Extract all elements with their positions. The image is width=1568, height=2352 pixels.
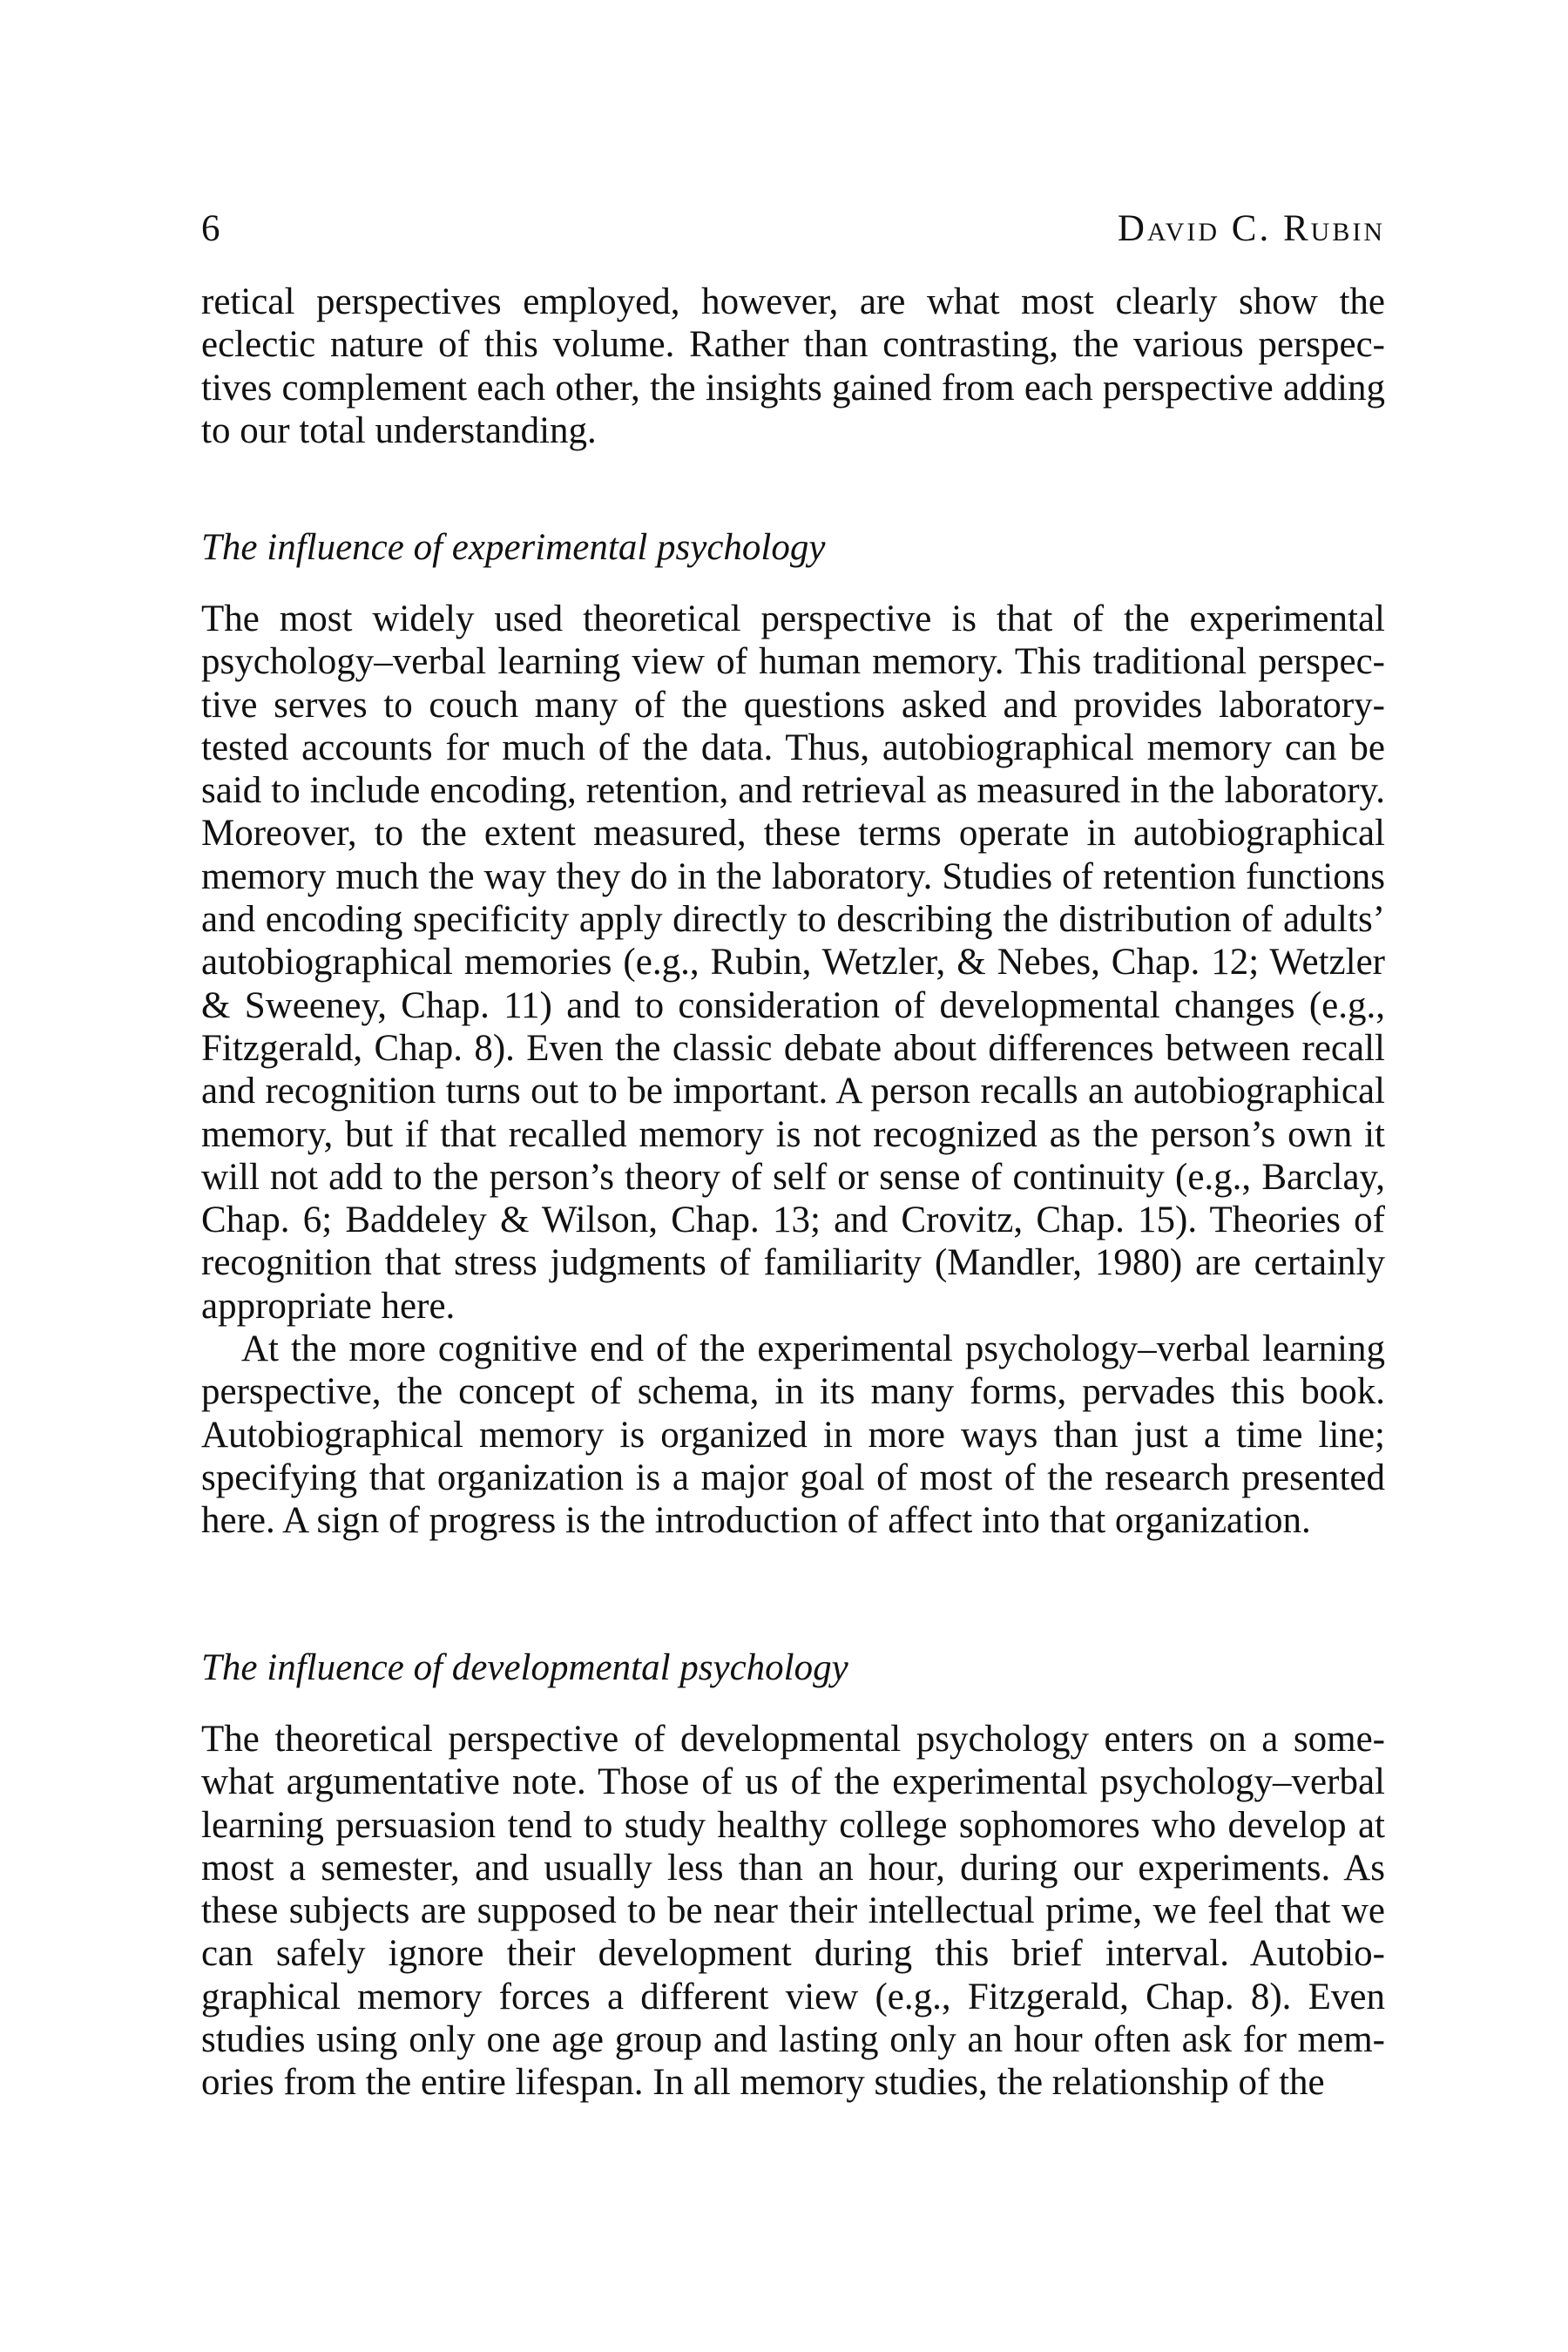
developmental-text-block xyxy=(201,1718,1385,2105)
section-heading-experimental: The influence of experimental psychology xyxy=(201,527,826,568)
experimental-paragraph-1: The most widely used theoretical perspective is that of the experimental psychology–verbal learning view of human memory. This traditional perspective serves to couch many of the questions asked and provides laboratory-tested accounts for much of the data. Thus, autobiographical memory can be said to include encoding, retention, and retrieval as measured in the laboratory. Moreover, to the extent measured, these terms operate in autobiographical memory much the way they do in the laboratory. Studies of retention functions and encoding specificity apply directly to describing the distribution of adults’ autobiographical memories (e.g., Rubin, Wetzler, & Nebes, Chap. 12; Wetzler & Sweeney, Chap. 11) and to consideration of developmental changes (e.g., Fitzgerald, Chap. 8). Even the classic debate about differences between recall and recognition turns out to be important. A person recalls an autobiographical memory, but if that recalled memory is not recognized as the person’s own it will not add to the person’s theory of self or sense of continuity (e.g., Barclay, Chap. 6; Baddeley & Wilson, Chap. 13; and Crovitz, Chap. 15). Theories of recognition that stress judgments of familiarity (Mandler, 1980) are certainly appropriate here. xyxy=(201,598,1385,1327)
intro-text-block xyxy=(201,280,1385,452)
page-number: 6 xyxy=(201,208,220,249)
section-heading-developmental: The influence of developmental psychology xyxy=(201,1647,848,1688)
intro-paragraph: retical perspectives employed, however, are what most clearly show the eclectic nature of this volume. Rather than contrasting, the various perspectives complement each other, the insights gained from each perspective adding to our total understanding. xyxy=(201,281,1385,451)
experimental-text-block xyxy=(201,598,1385,1543)
running-head xyxy=(201,207,1385,251)
experimental-paragraph-2: At the more cognitive end of the experimental psychology–verbal learning perspective, the concept of schema, in its many forms, pervades this book. Autobiographical memory is organized in more ways than just a time line; specifying that organization is a major goal of most of the research presented here. A sign of progress is the introduction of affect into that organization. xyxy=(201,1328,1385,1542)
running-head-author: David C. Rubin xyxy=(1117,208,1385,249)
developmental-paragraph-1: The theoretical perspective of developmental psychology enters on a somewhat argumentative note. Those of us of the experimental psychology–verbal learning persuasion tend to study healthy college sophomores who develop at most a semester, and usually less than an hour, during our experiments. As these subjects are supposed to be near their intellectual prime, we feel that we can safely ignore their development during this brief interval. Autobiographical memory forces a different view (e.g., Fitzgerald, Chap. 8). Even studies using only one age group and lasting only an hour often ask for memories from the entire lifespan. In all memory studies, the relationship of the xyxy=(201,1719,1385,2104)
